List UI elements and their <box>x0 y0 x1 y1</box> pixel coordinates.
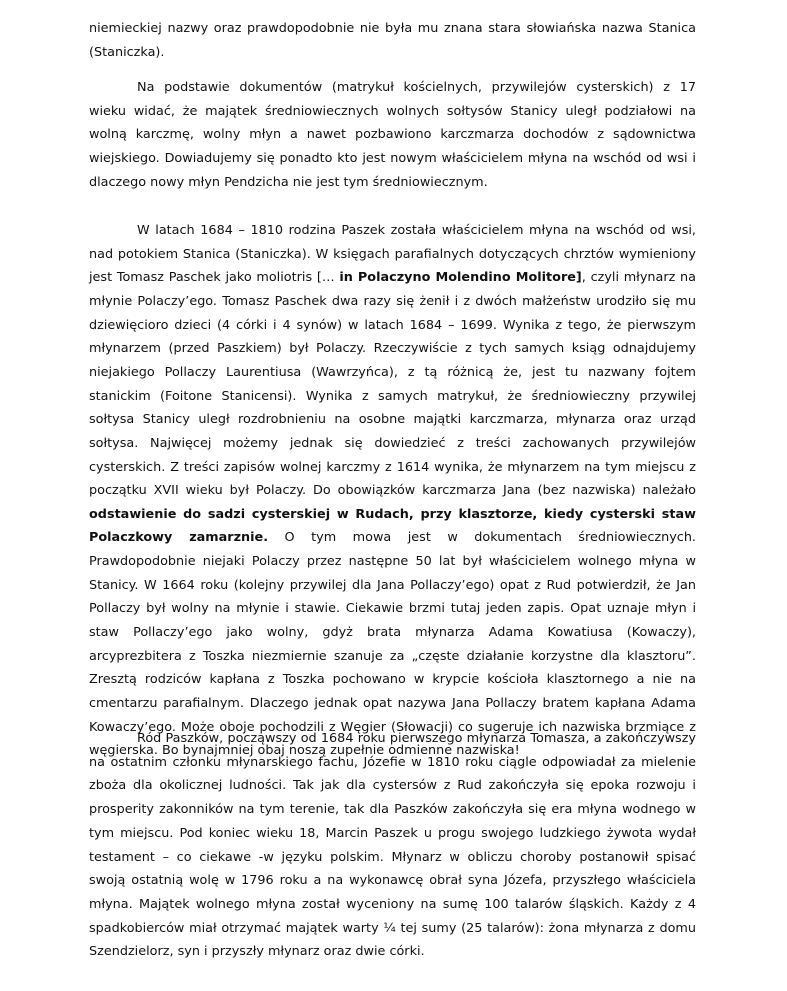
text-run: Ród Paszków, począwszy od 1684 roku pierwszego młynarza Tomasza, a zakończywszy <box>137 731 696 746</box>
text-run: staw Pollaczy’ego jako wolny, gdyż brata młynarza Adama Kowatiusa (Kowaczy), <box>89 625 696 641</box>
text-line <box>137 76 696 100</box>
text-run: Zresztą rodziców kapłana z Toszka pochowano w krypcie kościoła klasztornego a nie na <box>89 672 696 688</box>
bold-text-run: Polaczkowy zamarznie. <box>89 530 269 546</box>
text-line <box>89 574 696 598</box>
text-line <box>89 846 696 870</box>
text-run: Szendzielorz, syn i przyszły młynarz oraz dwie córki. <box>89 944 425 960</box>
text-run: wieku widać, że majątek średniowiecznych wolnych sołtysów Stanicy uległ podziałowi na <box>89 103 696 119</box>
text-run: wiejskiego. Dowiadujemy się ponadto kto jest nowym właścicielem młyna na wschód od wsi i <box>89 151 696 167</box>
text-line <box>89 337 696 361</box>
text-run: Pollaczy był wolny na młynie i stawie. Ciekawie brzmi tutaj jeden zapis. Opat uznaje młyn i <box>89 601 696 617</box>
text-line <box>89 668 696 692</box>
text-line <box>89 123 696 147</box>
text-line <box>89 550 696 574</box>
text-line <box>89 41 696 65</box>
text-run: niemieckiej nazwy oraz prawdopodobnie nie była mu znana stara słowiańska nazwa Stanica <box>89 21 696 36</box>
text-run: sołtysa. Najwięcej możemy jednak się dowiedzieć z treści zachowanych przywilejów <box>89 435 696 451</box>
text-line <box>89 822 696 846</box>
text-line <box>137 219 696 243</box>
text-run: węgierska. Bo bynajmniej obaj noszą zupełnie odmienne nazwiska! <box>89 743 520 759</box>
text-line <box>89 503 696 527</box>
text-line <box>89 243 696 267</box>
text-run: testament – co ciekawe -w języku polskim. Młynarz w obliczu choroby postanowił spisać <box>89 849 696 865</box>
text-run: swoją ostatnią wolę w 1796 roku a na wykonawcę obrał syna Józefa, przyszłego właściciela <box>89 873 696 889</box>
text-run: na ostatnim członku młynarskiego fachu, Józefie w 1810 roku ciągle odpowiadał za mielenie <box>89 754 696 770</box>
text-run: Stanicy. W 1664 roku (kolejny przywilej dla Jana Pollaczy’ego) opat z Rud potwierdził, że Jan <box>89 577 696 593</box>
text-run: dlaczego nowy młyn Pendzicha nie jest tym średniowiecznym. <box>89 174 488 190</box>
text-run: arcyprezbitera z Toszka niezmiernie szanuje za „częste działanie korzystne dla klasztoru”. <box>89 648 696 664</box>
text-line <box>89 385 696 409</box>
text-run: tym miejscu. Pod koniec wieku 18, Marcin Paszek u progu swojego ludzkiego żywota wydał <box>89 825 696 841</box>
bold-text-run: in Polaczyno Molendino Molitore] <box>339 270 582 286</box>
text-run: młyna. Majątek wolnego młyna został wyceniony na sumę 100 talarów śląskich. Każdy z 4 <box>89 896 696 912</box>
text-line <box>89 456 696 480</box>
text-line <box>89 17 696 41</box>
text-run: młynarzem (przed Paszkiem) był Polaczy. Rzeczywiście z tych samych ksiąg odnajdujemy <box>89 341 696 357</box>
text-run: młynie Polaczy’ego. Tomasz Paschek dwa razy się żenił i z dwóch małżeństw urodziło się mu <box>89 293 696 309</box>
text-run: cmentarzu parafialnym. Dlaczego jednak opat nazywa Jana Pollaczy bratem kapłana Adama <box>89 696 696 711</box>
text-line <box>89 751 696 775</box>
text-line <box>89 893 696 917</box>
text-line <box>89 266 696 290</box>
text-run: W latach 1684 – 1810 rodzina Paszek została właścicielem młyna na wschód od wsi, <box>137 223 696 238</box>
text-run: stanickim (Foitone Stanicensi). Wynika z samych matrykuł, że średniowieczny przywilej <box>89 388 696 404</box>
text-line <box>89 171 696 195</box>
text-line <box>89 314 696 338</box>
text-run: początku XVII wieku był Polaczy. Do obowiązków karczmarza Jana (bez nazwiska) należało <box>89 483 696 499</box>
text-run: O tym mowa jest w dokumentach średniowiecznych. <box>268 530 696 546</box>
text-run: niejakiego Pollaczy Laurentiusa (Wawrzyńca), z tą różnicą że, jest tu nazwany fojtem <box>89 364 696 380</box>
text-line <box>89 147 696 171</box>
text-run: dziewięcioro dzieci (4 córki i 4 synów) w latach 1684 – 1699. Wynika z tego, że pierwszym <box>89 317 696 333</box>
text-line <box>89 774 696 798</box>
text-run: nad potokiem Stanica (Staniczka). W księgach parafialnych dotyczących chrztów wymieniony <box>89 246 696 262</box>
text-run: spadkobierców miał otrzymać majątek warty ¼ tej sumy (25 talarów): żona młynarza z domu <box>89 920 696 936</box>
text-run: wolną karczmę, wolny młyn a nawet pozbawiono karczmarza dochodów z sądownictwa <box>89 127 696 143</box>
text-line <box>89 597 696 621</box>
text-line <box>89 917 696 941</box>
text-run: (Staniczka). <box>89 45 165 60</box>
text-run: sołtysa Stanicy uległ rozdrobnieniu na osobne majątki karczmarza, młynarza oraz urząd <box>89 412 696 428</box>
text-line <box>89 290 696 314</box>
bold-text-run: odstawienie do sadzi cysterskiej w Rudach, przy klasztorze, kiedy cysterski staw <box>89 506 696 522</box>
text-run: prosperity zakonników na tym terenie, tak dla Paszków zakończyła się era młyna wodnego w <box>89 802 696 818</box>
text-line <box>89 408 696 432</box>
text-line <box>89 361 696 385</box>
text-line <box>89 432 696 456</box>
text-line <box>89 526 696 550</box>
text-run: Na podstawie dokumentów (matrykuł kościelnych, przywilejów cysterskich) z 17 <box>137 80 696 95</box>
text-run: Prawdopodobnie niejaki Polaczy przez następne 50 lat był właścicielem wolnego młyna w <box>89 554 696 570</box>
text-line <box>89 621 696 645</box>
text-line <box>89 798 696 822</box>
text-run: Kowaczy’ego. Może oboje pochodzili z Węgier (Słowacji) co sugeruje ich nazwiska brzmiące z <box>89 719 696 735</box>
text-line <box>137 727 696 751</box>
text-run: jest Tomasz Paschek jako moliotris [… <box>89 270 340 286</box>
text-line <box>89 692 696 716</box>
text-run: zboża dla okolicznej ludności. Tak jak dla cystersów z Rud zakończyła się epoka rozwoju i <box>89 778 696 794</box>
text-run: , czyli młynarz na <box>581 270 696 286</box>
text-line <box>89 479 696 503</box>
text-line <box>89 100 696 124</box>
text-line <box>89 940 696 964</box>
text-run: cysterskich. Z treści zapisów wolnej karczmy z 1614 wynika, że młynarzem na tym miejscu z <box>89 459 696 475</box>
text-line <box>89 645 696 669</box>
text-line <box>89 869 696 893</box>
